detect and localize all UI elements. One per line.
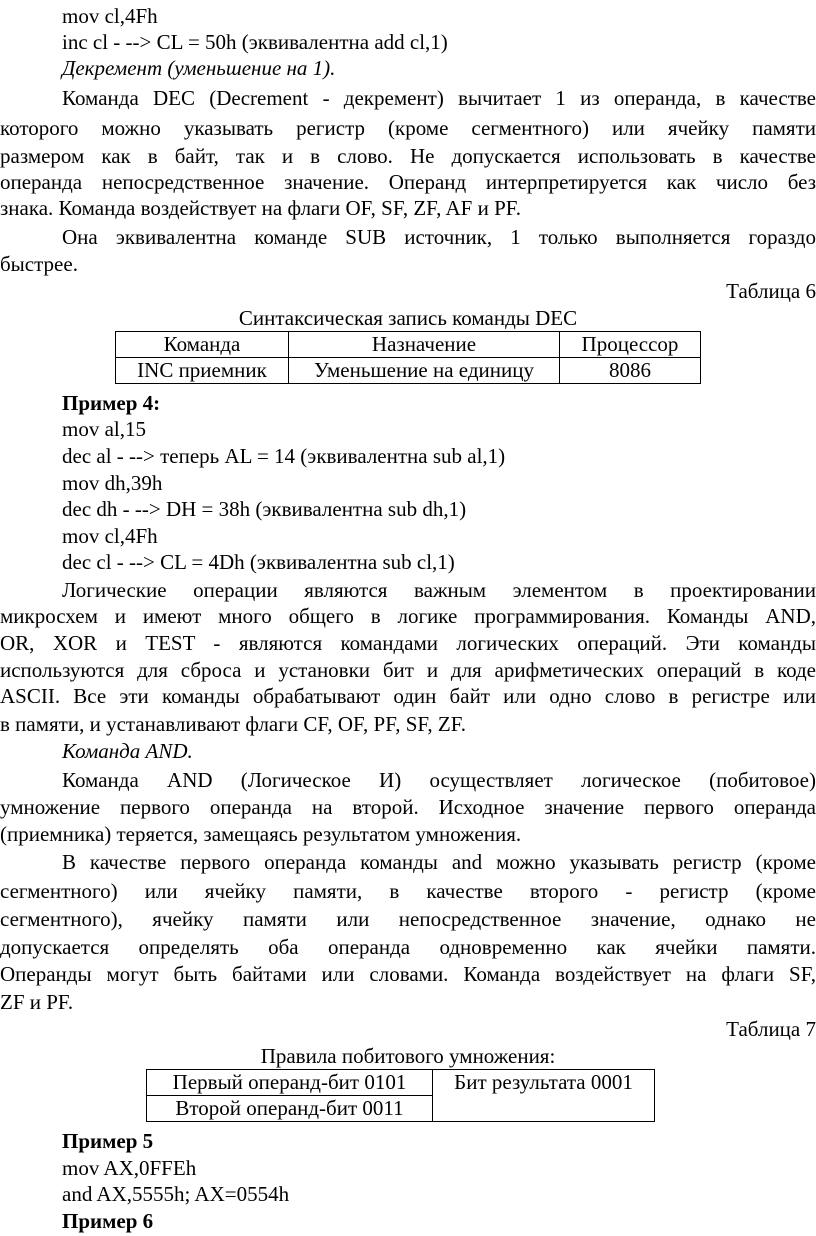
paragraph-line: ASCII. Все эти команды обрабатывают один байт или одно слово в регистре или	[0, 684, 816, 708]
paragraph-line: (приемника) теряется, замещаясь результатом умножения.	[0, 822, 522, 846]
paragraph-line: которого можно указывать регистр (кроме сегментного) или ячейку памяти	[0, 116, 816, 140]
paragraph-line: Команда AND (Логическое И) осуществляет логическое (побитовое)	[62, 768, 816, 792]
paragraph-line: Логические операции являются важным элементом в проектировании	[62, 578, 816, 602]
paragraph-line: быстрее.	[0, 252, 78, 276]
paragraph-line: умножение первого операнда на второй. Исходное значение первого операнда	[0, 795, 816, 819]
table-cell: Уменьшение на единицу	[289, 358, 560, 384]
paragraph-line: используются для сброса и установки бит и для арифметических операций в коде	[0, 658, 816, 682]
paragraph-line: микросхем и имеют много общего в логике программирования. Команды AND,	[0, 604, 816, 628]
section-heading-dec: Декремент (уменьшение на 1).	[62, 56, 336, 80]
table-6-title: Синтаксическая запись команды DEC	[238, 306, 578, 330]
table-cell: Первый операнд-бит 0101	[147, 1070, 433, 1096]
table-cell: INC приемник	[116, 358, 289, 384]
paragraph-line: допускается определять оба операнда одновременно как ячейки памяти.	[0, 935, 816, 959]
paragraph-line: размером как в байт, так и в слово. Не допускается использовать в качестве	[0, 144, 816, 168]
table-7	[146, 1069, 655, 1122]
code-line: mov cl,4Fh	[62, 4, 158, 28]
paragraph-line: OR, XOR и TEST - являются командами логических операций. Эти команды	[0, 631, 816, 655]
paragraph-line: В качестве первого операнда команды and можно указывать регистр (кроме	[62, 850, 816, 874]
code-line: mov cl,4Fh	[62, 524, 158, 548]
section-heading-and: Команда AND.	[62, 739, 193, 763]
table-header-cell: Процессор	[560, 332, 701, 358]
paragraph-line: сегментного), ячейку памяти или непосредственное значение, однако не	[0, 907, 816, 931]
code-line: mov AX,0FFEh	[62, 1156, 197, 1180]
table-header-cell: Назначение	[289, 332, 560, 358]
paragraph-line: знака. Команда воздействует на флаги OF, SF, ZF, AF и PF.	[0, 196, 521, 220]
code-line: inc cl - --> CL = 50h (эквивалентна add cl,1)	[62, 30, 448, 54]
paragraph-line: Операнды могут быть байтами или словами. Команда воздействует на флаги SF,	[0, 962, 816, 986]
table-7-label: Таблица 7	[726, 1017, 816, 1041]
table-6	[115, 331, 701, 384]
table-7-title: Правила побитового умножения:	[260, 1044, 556, 1068]
table-cell: Бит результата 0001	[433, 1070, 655, 1122]
code-line: dec dh - --> DH = 38h (эквивалентна sub dh,1)	[62, 497, 467, 521]
paragraph-line: Она эквивалентна команде SUB источник, 1 только выполняется гораздо	[62, 225, 816, 249]
table-6-label: Таблица 6	[726, 279, 816, 303]
code-line: mov dh,39h	[62, 471, 163, 495]
code-line: mov al,15	[62, 417, 146, 441]
table-header-cell: Команда	[116, 332, 289, 358]
code-line: dec al - --> теперь AL = 14 (эквивалентна sub al,1)	[62, 444, 506, 468]
paragraph-line: ZF и PF.	[0, 990, 74, 1014]
example-5-title: Пример 5	[62, 1129, 154, 1153]
code-line: dec cl - --> CL = 4Dh (эквивалентна sub cl,1)	[62, 550, 455, 574]
paragraph-line: сегментного) или ячейку памяти, в качестве второго - регистр (кроме	[0, 879, 816, 903]
table-cell: 8086	[560, 358, 701, 384]
example-6-title: Пример 6	[62, 1209, 154, 1233]
table-cell: Второй операнд-бит 0011	[147, 1096, 433, 1122]
paragraph-line: Команда DEC (Decrement - декремент) вычитает 1 из операнда, в качестве	[62, 86, 816, 110]
example-4-title: Пример 4:	[62, 391, 161, 415]
paragraph-line: операнда непосредственное значение. Операнд интерпретируется как число без	[0, 170, 816, 194]
code-line: and AX,5555h; AX=0554h	[62, 1182, 290, 1206]
paragraph-line: в памяти, и устанавливают флаги CF, OF, PF, SF, ZF.	[0, 712, 466, 736]
